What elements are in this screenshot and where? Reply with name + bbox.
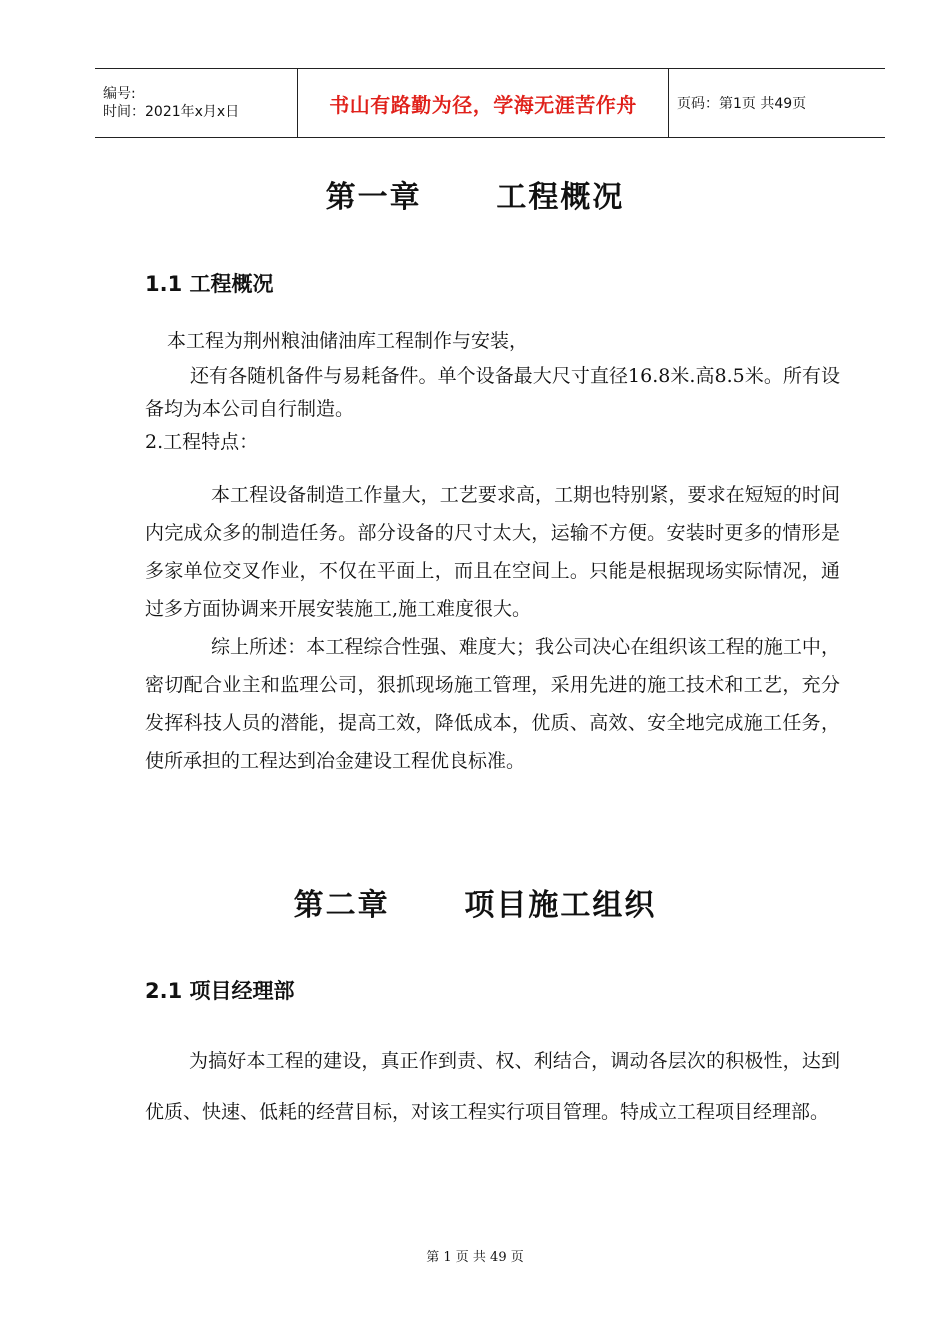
header-left-cell xyxy=(95,69,297,137)
summary-paragraph: 综上所述：本工程综合性强、难度大；我公司决心在组织该工程的施工中，密切配合业主和监理公司，狠抓现场施工管理，采用先进的施工技术和工艺，充分发挥科技人员的潜能，提高工效，降低成本，优质、高效、安全地完成施工任务，使所承担的工程达到冶金建设工程优良标准。 xyxy=(145,636,840,772)
header-motto: 书山有路勤为径，学海无涯苦作舟 xyxy=(297,69,669,137)
section-2-1-title: 2.1 项目经理部 xyxy=(145,979,295,1003)
intro-line-2: 还有各随机备件与易耗备件。单个设备最大尺寸直径16.8米.高8.5米。所有设备均为本公司自行制造。 xyxy=(145,365,840,420)
section-1-1-title: 1.1 工程概况 xyxy=(145,272,274,296)
feature-paragraph-block xyxy=(145,476,840,780)
feature-heading: 2.工程特点： xyxy=(145,431,259,453)
chapter-1-intro xyxy=(145,325,840,459)
time-label: 时间：2021年x月x日 xyxy=(103,104,240,120)
intro-line-1: 本工程为荆州粮油储油库工程制作与安装， xyxy=(167,330,529,352)
page-header xyxy=(95,68,885,138)
feature-paragraph: 本工程设备制造工作量大，工艺要求高，工期也特别紧，要求在短短的时间内完成众多的制造任务。部分设备的尺寸太大，运输不方便。安装时更多的情形是多家单位交叉作业，不仅在平面上，而且在空间上。只能是根据现场实际情况，通过多方面协调来开展安装施工,施工难度很大。 xyxy=(145,484,840,620)
chapter-2-paragraph-block xyxy=(145,1036,840,1138)
project-department-paragraph: 为搞好本工程的建设，真正作到责、权、利结合，调动各层次的积极性，达到优质、快速、低耗的经营目标，对该工程实行项目管理。特成立工程项目经理部。 xyxy=(145,1050,840,1123)
header-page-number: 页码：第1页 共49页 xyxy=(677,96,807,112)
serial-number-label: 编号: xyxy=(103,86,136,102)
chapter-1-title: 第一章 工程概况 xyxy=(325,180,625,215)
chapter-2-title: 第二章 项目施工组织 xyxy=(293,888,657,923)
page-footer: 第 1 页 共 49 页 xyxy=(426,1250,524,1265)
